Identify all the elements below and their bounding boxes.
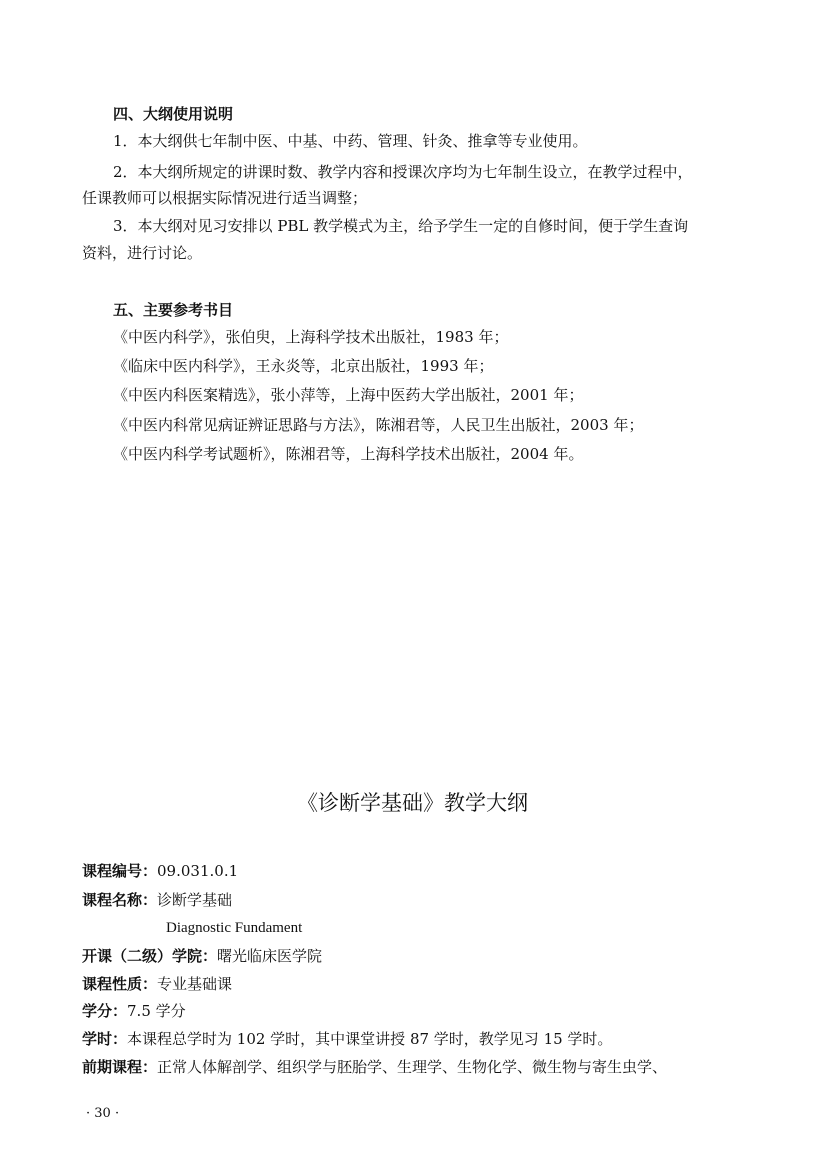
reference-item: 《临床中医内科学》，王永炎等，北京出版社，1993 年； — [113, 357, 494, 375]
course-nature-value: 专业基础课 — [157, 975, 233, 993]
course-code-value: 09.031.0.1 — [157, 862, 239, 880]
course-name-row — [82, 890, 232, 910]
section-5-heading: 五、主要参考书目 — [113, 301, 234, 319]
credits-row — [82, 1001, 186, 1021]
college-label: 开课（二级）学院： — [82, 947, 218, 965]
prerequisites-label: 前期课程： — [82, 1058, 158, 1076]
college-value: 曙光临床医学院 — [217, 947, 323, 965]
hours-value: 本课程总学时为 102 学时，其中课堂讲授 87 学时，教学见习 15 学时。 — [127, 1030, 613, 1048]
reference-item: 《中医内科学》，张伯臾，上海科学技术出版社，1983 年； — [113, 328, 509, 346]
reference-item: 《中医内科学考试题析》，陈湘君等，上海科学技术出版社，2004 年。 — [113, 445, 584, 463]
course-code-label: 课程编号： — [82, 862, 158, 880]
page-number: · 30 · — [86, 1106, 120, 1121]
credits-label: 学分： — [82, 1002, 128, 1020]
section-4-item-2-line-2: 任课教师可以根据实际情况进行适当调整； — [82, 189, 368, 207]
course-nature-row — [82, 974, 232, 994]
course-name-english: Diagnostic Fundament — [166, 920, 303, 936]
prerequisites-row — [82, 1057, 667, 1077]
syllabus-title: 《诊断学基础》教学大纲 — [297, 791, 528, 815]
hours-row — [82, 1029, 612, 1049]
section-4-item-2-line-1: 2．本大纲所规定的讲课时数、教学内容和授课次序均为七年制生设立，在教学过程中， — [113, 163, 693, 181]
reference-item: 《中医内科常见病证辨证思路与方法》，陈湘君等，人民卫生出版社，2003 年； — [113, 416, 644, 434]
section-4-item-3-line-1: 3．本大纲对见习安排以 PBL 教学模式为主，给予学生一定的自修时间，便于学生查询 — [113, 217, 689, 235]
section-4-item-3-line-2: 资料，进行讨论。 — [82, 244, 203, 262]
course-name-label: 课程名称： — [82, 891, 158, 909]
hours-label: 学时： — [82, 1030, 128, 1048]
course-nature-label: 课程性质： — [82, 975, 158, 993]
credits-value: 7.5 学分 — [127, 1002, 186, 1020]
section-4-item-1: 1．本大纲供七年制中医、中基、中药、管理、针灸、推拿等专业使用。 — [113, 132, 588, 150]
reference-item: 《中医内科医案精选》，张小萍等，上海中医药大学出版社，2001 年； — [113, 386, 584, 404]
course-name-value: 诊断学基础 — [157, 891, 233, 909]
section-4-heading: 四、大纲使用说明 — [113, 105, 234, 123]
course-code-row — [82, 861, 238, 881]
prerequisites-value: 正常人体解剖学、组织学与胚胎学、生理学、生物化学、微生物与寄生虫学、 — [157, 1058, 668, 1076]
college-row — [82, 946, 322, 966]
